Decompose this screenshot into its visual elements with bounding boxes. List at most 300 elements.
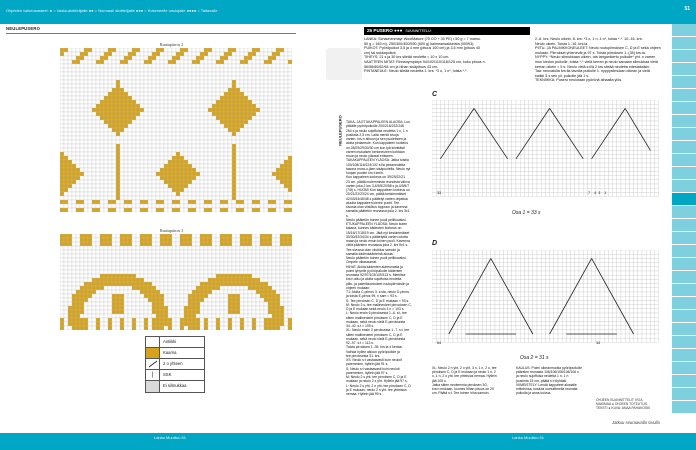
chart-cell [264,124,268,128]
chart-cell [132,192,136,196]
chart-cell [84,116,88,120]
chart-cell [76,92,80,96]
chart-cell [240,318,244,322]
chart-cell [164,84,168,88]
chart-cell [200,196,204,200]
chart-cell [268,204,272,208]
chart-cell [256,128,260,132]
chart-cell [232,192,236,196]
chart-cell [252,80,256,84]
chart-cell [512,100,516,104]
chart-cell [272,72,276,76]
chart-cell [562,176,566,180]
chart-cell [240,84,244,88]
chart-cell [248,160,252,164]
chart-cell [288,92,292,96]
chart-cell [192,172,196,176]
chart-cell [208,254,212,258]
chart-cell [192,234,196,238]
chart-cell [491,150,495,154]
chart-cell [136,314,140,318]
chart-cell [212,172,216,176]
chart-cell [445,138,449,142]
chart-cell [228,282,232,286]
chart-cell [148,92,152,96]
chart-cell [156,302,160,306]
chart-cell [248,278,252,282]
chart-cell [68,188,72,192]
chart-cell [208,204,212,208]
chart-cell [260,322,264,326]
chart-cell [470,163,474,167]
chart-cell [508,108,512,112]
chart-cell [228,196,232,200]
chart-cell [524,146,528,150]
chart-cell [188,294,192,298]
chart-cell [487,100,491,104]
chart-cell [276,314,280,318]
chart-cell [144,152,148,156]
chart-cell [524,176,528,180]
chart-cell [84,310,88,314]
chart-cell [495,167,499,171]
chart-cell [180,48,184,52]
chart-cell [148,258,152,262]
chart-cell [180,302,184,306]
chart-cell [288,68,292,72]
chart-cell [92,184,96,188]
chart-cell [545,104,549,108]
chart-cell [188,144,192,148]
chart-cell [474,184,478,188]
chart-cell [124,184,128,188]
chart-cell [272,254,276,258]
chart-cell [160,278,164,282]
chart-cell [256,104,260,108]
chart-cell [256,140,260,144]
chart-cell [276,200,280,204]
chart-cell [96,156,100,160]
chart-cell [252,310,256,314]
chart-cell [216,92,220,96]
chart-cell [592,121,596,125]
chart-cell [80,168,84,172]
chart-cell [562,155,566,159]
chart-cell [120,164,124,168]
chart-cell [272,80,276,84]
chart-cell [208,160,212,164]
chart-cell [228,286,232,290]
chart-cell [449,104,453,108]
chart-cell [188,254,192,258]
chart-cell [64,180,68,184]
chart-cell [112,132,116,136]
chart-cell [495,159,499,163]
chart-cell [224,56,228,60]
chart-cell [268,318,272,322]
chart-cell [276,104,280,108]
chart-cell [280,140,284,144]
chart-cell [284,274,288,278]
chart-cell [613,163,617,167]
chart-cell [228,76,232,80]
chart-cell [248,298,252,302]
text-line: 92.-97. s:t = 113 s. [346,341,374,345]
chart-cell [240,96,244,100]
chart-cell [164,274,168,278]
chart-cell [160,72,164,76]
chart-cell [112,180,116,184]
chart-cell [188,56,192,60]
chart-cell [545,150,549,154]
chart-cell [188,136,192,140]
chart-cell [445,104,449,108]
chart-cell [192,68,196,72]
chart-cell [104,266,108,270]
chart-cell [571,108,575,112]
chart-cell [212,266,216,270]
chart-cell [80,184,84,188]
chart-cell [562,150,566,154]
chart-cell [596,163,600,167]
chart-cell [180,72,184,76]
chart-cell [160,326,164,330]
chart-cell [625,146,629,150]
chart-cell [449,150,453,154]
chart-cell [600,176,604,180]
chart-cell [228,112,232,116]
chart-cell [512,121,516,125]
chart-cell [172,234,176,238]
chart-cell [140,96,144,100]
chart-cell [461,171,465,175]
chart-cell [604,176,608,180]
chart-cell [176,140,180,144]
chart-cell [168,124,172,128]
chart-cell [232,188,236,192]
chart-cell [188,266,192,270]
chart-cell [288,96,292,100]
chart-cell [84,180,88,184]
chart-cell [571,100,575,104]
chart-cell [280,314,284,318]
chart-cell [116,298,120,302]
chart-cell [64,258,68,262]
chart-cell [228,56,232,60]
chart-cell [144,200,148,204]
chart-cell [613,167,617,171]
chart-cell [244,270,248,274]
chart-cell [240,176,244,180]
chart-cell [128,84,132,88]
chart-cell [260,318,264,322]
chart-cell [180,64,184,68]
chart-cell [60,140,64,144]
chart-cell [503,113,507,117]
chart-cell [60,302,64,306]
chart-cell [575,171,579,175]
chart-cell [212,92,216,96]
chart-cell [596,129,600,133]
chart-cell [550,125,554,129]
chart-cell [524,117,528,121]
chart-cell [220,266,224,270]
chart-cell [172,238,176,242]
chart-cell [172,160,176,164]
chart-cell [92,124,96,128]
chart-cell [260,148,264,152]
chart-cell [276,306,280,310]
chart-cell [92,208,96,212]
chart-cell [268,88,272,92]
chart-cell [168,242,172,246]
chart-cell [60,258,64,262]
chart-cell [156,136,160,140]
chart-cell [268,100,272,104]
chart-cell [268,176,272,180]
chart-cell [600,117,604,121]
chart-cell [152,298,156,302]
chart-cell [140,290,144,294]
chart-cell [172,96,176,100]
chart-cell [180,250,184,254]
chart-cell [128,302,132,306]
chart-cell [140,302,144,306]
chart-cell [260,242,264,246]
chart-cell [136,298,140,302]
chart-cell [629,171,633,175]
chart-cell [172,120,176,124]
chart-cell [280,80,284,84]
chart-cell [116,136,120,140]
chart-cell [571,155,575,159]
chart-cell [248,144,252,148]
chart-cell [288,302,292,306]
chart-cell [176,200,180,204]
chart-cell [284,168,288,172]
chart-cell [224,196,228,200]
chart-cell [140,314,144,318]
chart-cell [256,52,260,56]
chart-cell [248,314,252,318]
chart-cell [176,246,180,250]
chart-cell [68,192,72,196]
chart-cell [100,96,104,100]
chart-cell [196,144,200,148]
chart-cell [140,266,144,270]
chart-cell [132,274,136,278]
chart-cell [132,208,136,212]
chart-cell [164,286,168,290]
chart-cell [120,250,124,254]
chart-cell [60,112,64,116]
chart-cell [76,294,80,298]
chart-cell [228,124,232,128]
chart-cell [116,250,120,254]
chart-cell [613,129,617,133]
chart-cell [68,140,72,144]
chart-cell [160,56,164,60]
chart-cell [120,68,124,72]
chart-cell [120,112,124,116]
chart-cell [284,298,288,302]
chart-cell [252,120,256,124]
chart-cell [124,84,128,88]
chart-cell [260,298,264,302]
chart-cell [655,117,659,121]
chart-cell [128,116,132,120]
chart-cell [216,144,220,148]
chart-cell [148,68,152,72]
chart-cell [248,188,252,192]
chart-cell [583,104,587,108]
chart-cell [228,188,232,192]
chart-cell [140,116,144,120]
chart-cell [244,242,248,246]
chart-cell [212,180,216,184]
chart-cell [152,246,156,250]
chart-cell [550,134,554,138]
chart-cell [558,108,562,112]
chart-cell [487,117,491,121]
chart-cell [550,163,554,167]
chart-cell [156,172,160,176]
chart-cell [276,242,280,246]
chart-cell [232,164,236,168]
chart-cell [642,100,646,104]
chart-cell [84,120,88,124]
chart-cell [156,168,160,172]
chart-cell [280,120,284,124]
chart-cell [100,60,104,64]
chart-cell [152,168,156,172]
chart-cell [80,60,84,64]
chart-cell [156,128,160,132]
chart-cell [128,278,132,282]
chart-cell [88,310,92,314]
chart-cell [284,234,288,238]
chart-cell [268,128,272,132]
chart-cell [240,238,244,242]
chart-cell [184,204,188,208]
chart-cell [268,108,272,112]
chart-cell [108,262,112,266]
chart-cell [196,168,200,172]
chart-cell [148,104,152,108]
chart-cell [120,72,124,76]
chart-cell [84,108,88,112]
chart-cell [248,148,252,152]
chart-cell [76,306,80,310]
chart-cell [474,134,478,138]
chart-cell [470,176,474,180]
chart-cell [120,274,124,278]
chart-cell [621,129,625,133]
chart-cell [600,100,604,104]
chart-cell [646,159,650,163]
text-line: aloita pintaneule. Kun kappaleen korkeus [346,141,409,146]
chart-cell [132,258,136,262]
chart-cell [276,124,280,128]
chart-cell [184,56,188,60]
chart-cell [228,322,232,326]
chart-cell [244,286,248,290]
chart-cell [208,208,212,212]
chart-cell [128,68,132,72]
chart-cell [80,192,84,196]
chart-cell [124,136,128,140]
chart-cell [228,84,232,88]
chart-cell [96,176,100,180]
chart-cell [144,140,148,144]
chart-cell [184,310,188,314]
chart-cell [180,176,184,180]
chart-cell [80,80,84,84]
chart-cell [208,172,212,176]
chart-cell [92,298,96,302]
text-line: ETUKAPPALEEN YLÄOSA: Neulo kuten [346,222,408,226]
chart-cell [236,128,240,132]
chart-cell [244,124,248,128]
chart-cell [112,112,116,116]
chart-cell [60,306,64,310]
chart-cell [575,117,579,121]
chart-cell [80,108,84,112]
chart-cell [184,112,188,116]
chart-cell [280,84,284,88]
chart-cell [495,121,499,125]
chart-cell [212,294,216,298]
chart-cell [96,108,100,112]
chart-cell [128,184,132,188]
chart-cell [224,238,228,242]
chart-cell [156,184,160,188]
chart-cell [124,200,128,204]
chart-cell [288,52,292,56]
chart-cell [176,274,180,278]
chart-cell [212,152,216,156]
chart-cell [200,172,204,176]
knitting-chart-3 [60,234,292,330]
chart-cell [100,250,104,254]
chart-cell [272,192,276,196]
chart-cell [140,108,144,112]
chart-cell [152,76,156,80]
chart-cell [68,88,72,92]
chart-cell [583,142,587,146]
chart-cell [248,274,252,278]
chart-cell [156,104,160,108]
chart-cell [280,48,284,52]
chart-cell [216,60,220,64]
chart-cell [284,310,288,314]
chart-cell [100,254,104,258]
chart-cell [244,72,248,76]
chart-cell [152,148,156,152]
chart-cell [160,172,164,176]
chart-cell [172,152,176,156]
chart-cell [461,163,465,167]
chart-cell [280,160,284,164]
chart-cell [196,188,200,192]
chart-cell [256,322,260,326]
chart-cell [272,234,276,238]
chart-cell [288,254,292,258]
chart-cell [160,258,164,262]
chart-cell [100,172,104,176]
chart-cell [558,155,562,159]
chart-cell [124,60,128,64]
